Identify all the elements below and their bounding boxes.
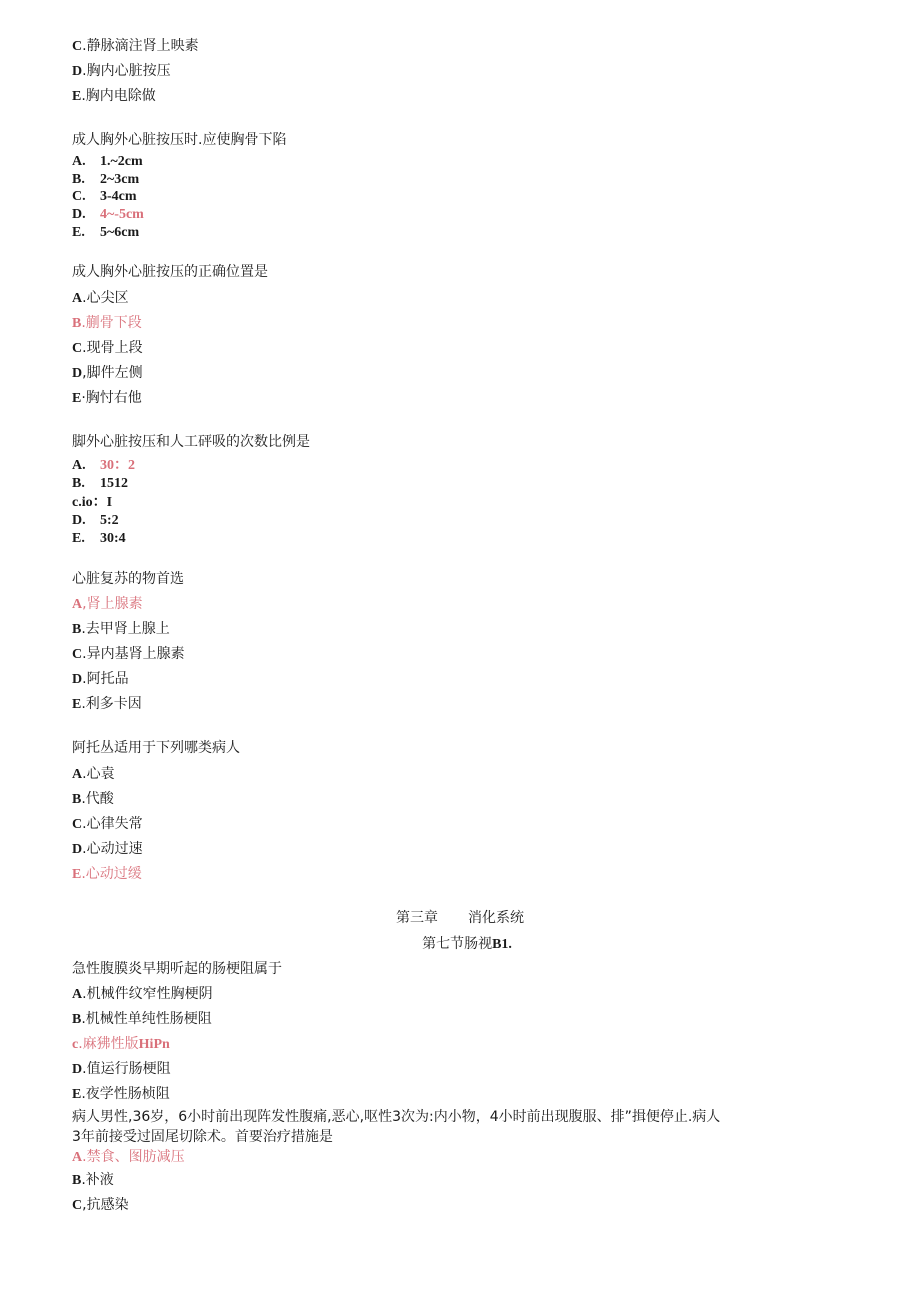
option-c-answer: c.麻狒性版HiPn [72,1036,170,1052]
option-b: B. 1512 [72,476,128,491]
option-e: E.胸内电除做 [72,88,156,104]
option-b: B.去甲肾上腺上 [72,621,170,637]
option-e: E·胸忖右他 [72,390,142,406]
option-e: E.夜学性肠桢阻 [72,1086,170,1102]
option-c: C.心律失常 [72,816,143,832]
question-stem: 脚外心脏按压和人工砰吸的次数比例是 [72,434,310,450]
option-d: D.阿托品 [72,671,129,687]
option-b: B.代酸 [72,791,114,807]
question-stem-line-1: 病人男性,36岁，6小时前出现阵发性腹痛,恶心,呕性3次为:内小物，4小时前出现腹服、排”揖便停止.病人 [72,1109,721,1125]
option-c: C.异内基肾上腺素 [72,646,185,662]
chapter-number: 第三章 [396,910,438,926]
option-a-answer: A.禁食、图肪减压 [72,1149,185,1165]
option-a: A.心尖区 [72,290,129,306]
option-a: A. 1.~2cm [72,154,143,169]
option-d: D,脚件左侧 [72,365,143,381]
chapter-title: 消化系统 [468,910,524,926]
question-stem: 阿托丛适用于下列哪类病人 [72,740,240,756]
option-a-answer: A. 30：2 [72,458,135,473]
option-c: C,抗感染 [72,1197,129,1213]
option-a-answer: A,肾上腺素 [72,596,143,612]
option-c: C. 3-4cm [72,189,137,204]
option-d-answer: D. 4~-5cm [72,207,144,222]
option-c: C.现骨上段 [72,340,143,356]
option-b: B.机械性单纯性肠梗阻 [72,1011,212,1027]
option-e: E. 30:4 [72,531,126,546]
option-d: D.胸内心脏按压 [72,63,171,79]
option-a: A.心袁 [72,766,115,782]
option-e-answer: E.心动过缓 [72,866,142,882]
question-stem-line-2: 3年前接受过固尾切除术。首要治疗措施是 [72,1129,333,1145]
option-d: D.心动过速 [72,841,143,857]
option-d: D.值运行肠梗阻 [72,1061,171,1077]
option-e: E. 5~6cm [72,225,140,240]
option-b: B.补液 [72,1172,114,1188]
question-stem: 急性腹膜炎早期听起的肠梗阻属于 [72,961,282,977]
option-e: E.利多卡因 [72,696,142,712]
section-heading: 第七节肠视B1. [422,936,512,952]
question-stem: 成人胸外心脏按压的正确位置是 [72,264,268,280]
option-d: D. 5:2 [72,513,119,528]
option-b-answer: B.蒯骨下段 [72,315,142,331]
question-stem: 心脏复苏的物首选 [72,571,184,587]
option-c: c.io：I [72,495,113,510]
chapter-heading [0,909,920,927]
option-c: C.静脉滴注肾上映素 [72,38,199,54]
option-a: A.机械件纹窄性胸梗阴 [72,986,213,1002]
question-stem: 成人胸外心脏按压时.应使胸骨下陷 [72,132,287,148]
option-b: B. 2~3cm [72,172,140,187]
